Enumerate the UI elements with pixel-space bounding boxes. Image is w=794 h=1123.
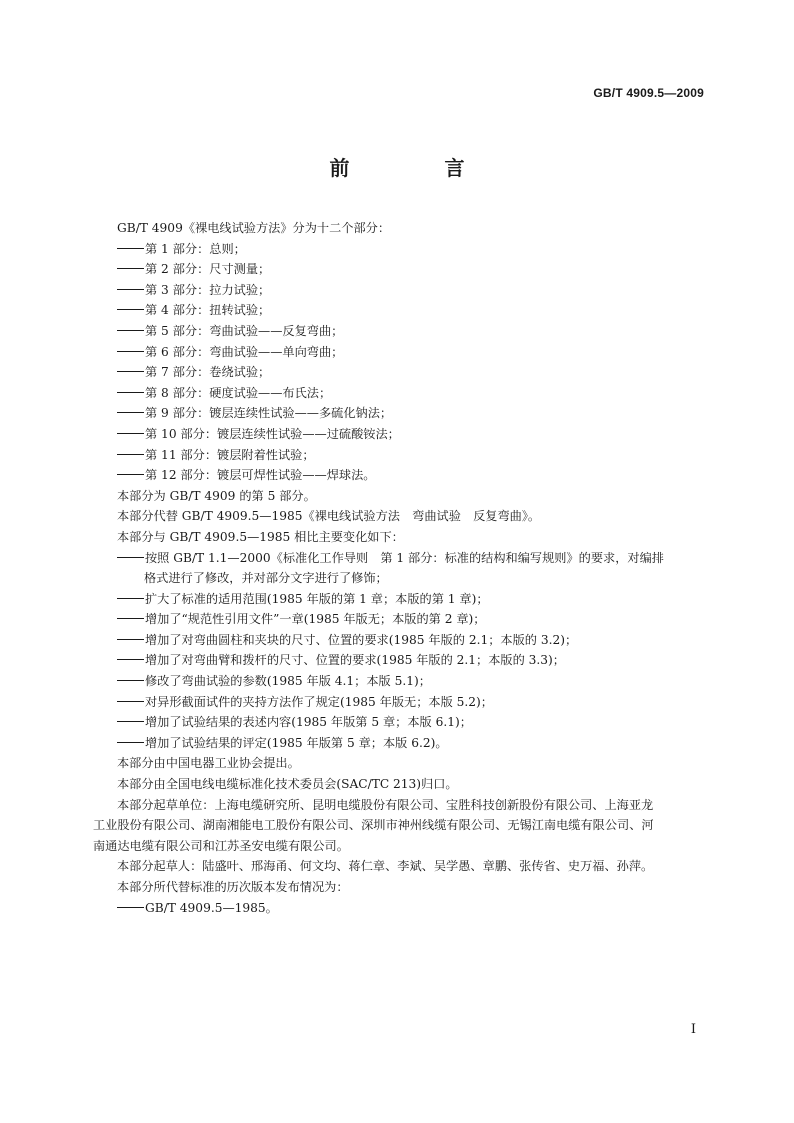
- list-item: 扩大了标准的适用范围(1985 年版的第 1 章；本版的第 1 章)；: [117, 589, 707, 610]
- list-item: 按照 GB/T 1.1—2000《标准化工作导则 第 1 部分：标准的结构和编写规则》的要求，对编排: [117, 548, 707, 569]
- foreword-body: [93, 218, 707, 918]
- drafters-text: 本部分起草人：陆盛叶、邢海甬、何文均、蒋仁章、李斌、吴学愚、章鹏、张传省、史万福、孙萍。: [117, 859, 654, 874]
- dash-mark: [117, 309, 144, 310]
- dash-mark: [117, 248, 144, 249]
- list-item: 第 8 部分：硬度试验——布氏法；: [117, 383, 707, 404]
- centralized-by-text: 本部分由全国电线电缆标准化技术委员会(SAC/TC 213)归口。: [117, 777, 458, 792]
- drafting-units-text: 本部分起草单位：上海电缆研究所、昆明电缆股份有限公司、宝胜科技创新股份有限公司、上海亚龙: [117, 797, 654, 812]
- dash-mark: [117, 433, 144, 434]
- list-item: 第 2 部分：尺寸测量；: [117, 259, 707, 280]
- dash-mark: [117, 351, 144, 352]
- list-item: 第 7 部分：卷绕试验；: [117, 362, 707, 383]
- dash-mark: [117, 268, 144, 269]
- dash-mark: [117, 701, 144, 702]
- dash-mark: [117, 618, 144, 619]
- history-intro-text: 本部分所代替标准的历次版本发布情况为：: [117, 880, 349, 894]
- list-item: 对异形截面试件的夹持方法作了规定(1985 年版无；本版 5.2)；: [117, 692, 707, 713]
- page-number: I: [690, 1022, 696, 1037]
- dash-mark: [117, 659, 144, 660]
- dash-mark: [117, 371, 144, 372]
- drafting-units-text: 工业股份有限公司、湖南湘能电工股份有限公司、深圳市神州线缆有限公司、无锡江南电缆有限公司、河: [93, 818, 654, 833]
- dash-mark: [117, 330, 144, 331]
- list-item: 增加了对弯曲圆柱和夹块的尺寸、位置的要求(1985 年版的 2.1；本版的 3.2)；: [117, 630, 707, 651]
- list-item: 第 9 部分：镀层连续性试验——多硫化钠法；: [117, 403, 707, 424]
- page-title: 前 言: [329, 156, 509, 180]
- list-item: 增加了试验结果的表述内容(1985 年版第 5 章；本版 6.1)；: [117, 712, 707, 733]
- list-item: 增加了“规范性引用文件”一章(1985 年版无；本版的第 2 章)；: [117, 609, 707, 630]
- dash-mark: [117, 639, 144, 640]
- list-item: 第 4 部分：扭转试验；: [117, 300, 707, 321]
- dash-mark: [117, 412, 144, 413]
- list-item: GB/T 4909.5—1985。: [117, 898, 707, 919]
- intro-text: GB/T 4909《裸电线试验方法》分为十二个部分：: [117, 221, 391, 235]
- dash-mark: [117, 598, 144, 599]
- list-item: 增加了试验结果的评定(1985 年版第 5 章；本版 6.2)。: [117, 733, 707, 754]
- dash-mark: [117, 742, 144, 743]
- list-item: 第 1 部分：总则；: [117, 239, 707, 260]
- list-item-continuation: 格式进行了修改，并对部分文字进行了修饰；: [144, 571, 388, 586]
- dash-mark: [117, 557, 144, 558]
- list-item: 增加了对弯曲臂和拨杆的尺寸、位置的要求(1985 年版的 2.1；本版的 3.3)；: [117, 650, 707, 671]
- list-item: 第 10 部分：镀层连续性试验——过硫酸铵法；: [117, 424, 707, 445]
- changes-intro-text: 本部分与 GB/T 4909.5—1985 相比主要变化如下：: [117, 529, 404, 544]
- list-item: 第 6 部分：弯曲试验——单向弯曲；: [117, 342, 707, 363]
- list-item: 第 5 部分：弯曲试验——反复弯曲；: [117, 321, 707, 342]
- drafting-units-text: 南通达电缆有限公司和江苏圣安电缆有限公司。: [93, 838, 349, 853]
- list-item: 第 3 部分：拉力试验；: [117, 280, 707, 301]
- dash-mark: [117, 289, 144, 290]
- this-part-text: 本部分为 GB/T 4909 的第 5 部分。: [117, 488, 316, 503]
- standard-number: GB/T 4909.5—2009: [593, 86, 704, 100]
- dash-mark: [117, 454, 144, 455]
- list-item: 第 11 部分：镀层附着性试验；: [117, 445, 707, 466]
- replaces-text: 本部分代替 GB/T 4909.5—1985《裸电线试验方法 弯曲试验 反复弯曲》。: [117, 509, 541, 524]
- dash-mark: [117, 907, 144, 908]
- proposed-by-text: 本部分由中国电器工业协会提出。: [117, 756, 300, 771]
- dash-mark: [117, 474, 144, 475]
- dash-mark: [117, 680, 144, 681]
- list-item: 第 12 部分：镀层可焊性试验——焊球法。: [117, 465, 707, 486]
- list-item: 修改了弯曲试验的参数(1985 年版 4.1；本版 5.1)；: [117, 671, 707, 692]
- dash-mark: [117, 721, 144, 722]
- dash-mark: [117, 392, 144, 393]
